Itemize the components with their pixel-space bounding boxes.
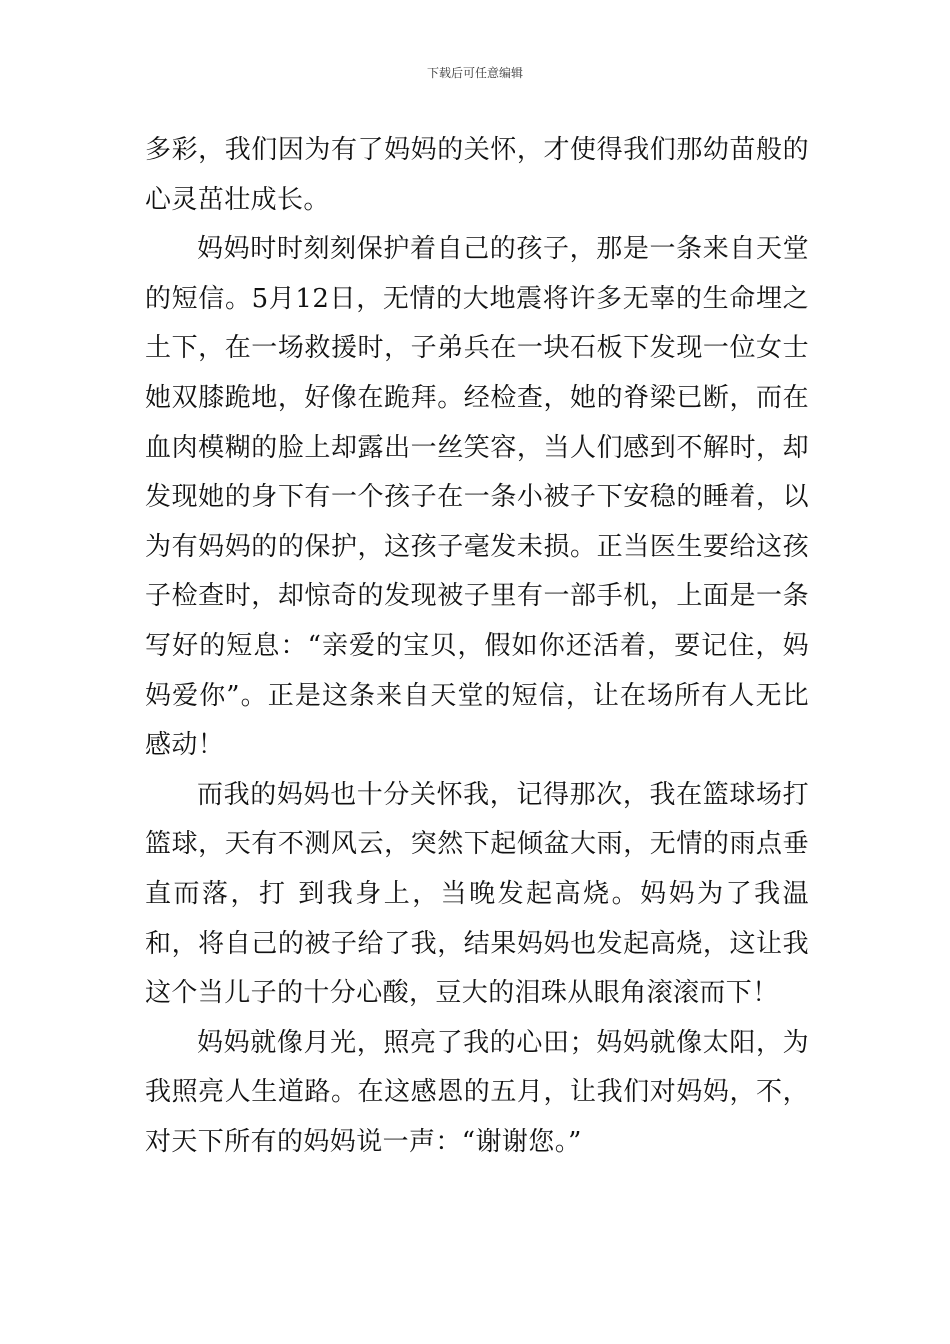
paragraph-1: 多彩，我们因为有了妈妈的关怀，才使得我们那幼苗般的心灵茁壮成长。: [145, 135, 809, 215]
paragraph-2: 妈妈时时刻刻保护着自己的孩子，那是一条来自天堂的短信。5月12日，无情的大地震将许多无辜的生命埋之土下，在一场救援时，子弟兵在一块石板下发现一位女士她双膝跪地，好像在跪拜。经检查，她的脊梁已断，而在血肉模糊的脸上却露出一丝笑容，当人们感到不解时，却发现她的身下有一个孩子在一条小被子下安稳的睡着，以为有妈妈的的保护，这孩子毫发未损。正当医生要给这孩子检查时，却惊奇的发现被子里有一部手机，上面是一条写好的短息：“亲爱的宝贝，假如你还活着，要记住，妈妈爱你”。正是这条来自天堂的短信，让在场所有人无比感动！: [145, 234, 809, 761]
document-body: [145, 126, 809, 1167]
paragraph-3: 而我的妈妈也十分关怀我，记得那次，我在篮球场打篮球，天有不测风云，突然下起倾盆大雨，无情的雨点垂直而落，打 到我身上，当晚发起高烧。妈妈为了我温和，将自己的被子给了我，结果妈妈也发起高烧，这让我这个当儿子的十分心酸，豆大的泪珠从眼角滚滚而下！: [145, 779, 809, 1009]
paragraph-4: 妈妈就像月光，照亮了我的心田；妈妈就像太阳，为我照亮人生道路。在这感恩的五月，让我们对妈妈，不，对天下所有的妈妈说一声：“谢谢您。”: [145, 1027, 809, 1157]
page-header: 下载后可任意编辑: [426, 66, 523, 80]
